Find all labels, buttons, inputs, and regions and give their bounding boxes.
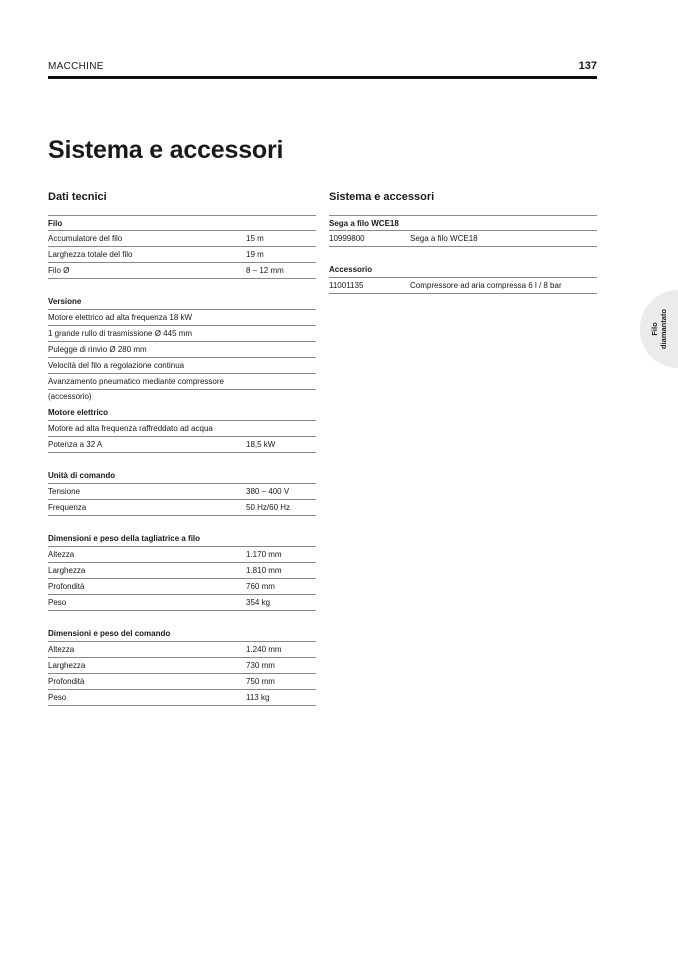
row-label: Pulegge di rinvio Ø 280 mm bbox=[48, 345, 147, 354]
row-label: Larghezza totale del filo bbox=[48, 250, 133, 259]
table-row bbox=[48, 310, 316, 326]
row-value: 1.810 mm bbox=[246, 566, 282, 575]
technical-data-column bbox=[48, 191, 316, 721]
row-label: Frequenza bbox=[48, 503, 87, 512]
table-row bbox=[48, 358, 316, 374]
table-row bbox=[48, 484, 316, 500]
table-row bbox=[48, 500, 316, 516]
row-value: 15 m bbox=[246, 234, 264, 243]
table-row bbox=[48, 674, 316, 690]
row-value: 354 kg bbox=[246, 598, 271, 607]
spec-section bbox=[48, 531, 316, 611]
row-label: Peso bbox=[48, 598, 67, 607]
spec-section bbox=[48, 294, 316, 401]
table-row bbox=[48, 231, 316, 247]
row-label: Filo Ø bbox=[48, 266, 70, 275]
table-row bbox=[48, 326, 316, 342]
section-title: Versione bbox=[48, 294, 316, 310]
row-label: Motore elettrico ad alta frequenza 18 kW bbox=[48, 313, 193, 322]
table-row bbox=[48, 342, 316, 358]
row-value: 19 m bbox=[246, 250, 264, 259]
accessories-column bbox=[329, 191, 597, 309]
table-row bbox=[48, 421, 316, 437]
section-title: Motore elettrico bbox=[48, 405, 316, 421]
row-label: 11001135 bbox=[329, 281, 364, 290]
table-row bbox=[48, 247, 316, 263]
row-value: 730 mm bbox=[246, 661, 275, 670]
side-tab-line2: diamantato bbox=[659, 308, 668, 350]
table-row bbox=[48, 579, 316, 595]
row-value: 8 – 12 mm bbox=[246, 266, 284, 275]
section-title: Accessorio bbox=[329, 262, 597, 278]
row-value: Sega a filo WCE18 bbox=[410, 234, 478, 243]
row-label: Motore ad alta frequenza raffreddato ad acqua bbox=[48, 424, 213, 433]
table-row bbox=[48, 563, 316, 579]
table-row bbox=[48, 690, 316, 706]
spec-section bbox=[329, 262, 597, 294]
page-number: 137 bbox=[578, 60, 597, 72]
row-value: Compressore ad aria compressa 6 l / 8 bar bbox=[410, 281, 562, 290]
accessories-heading: Sistema e accessori bbox=[329, 191, 435, 203]
section-title: Dimensioni e peso della tagliatrice a filo bbox=[48, 531, 316, 547]
row-label: Tensione bbox=[48, 487, 81, 496]
side-tab-line1: Filo bbox=[650, 322, 659, 336]
table-row bbox=[329, 231, 597, 247]
row-label: Larghezza bbox=[48, 661, 86, 670]
table-row bbox=[48, 374, 316, 401]
table-row bbox=[329, 278, 597, 294]
spec-section bbox=[48, 215, 316, 279]
section-title: Filo bbox=[48, 215, 316, 231]
table-row bbox=[48, 547, 316, 563]
table-row bbox=[48, 595, 316, 611]
header-rule bbox=[48, 76, 597, 79]
spec-section bbox=[48, 626, 316, 706]
table-row bbox=[48, 263, 316, 279]
table-row bbox=[48, 437, 316, 453]
row-label: 1 grande rullo di trasmissione Ø 445 mm bbox=[48, 329, 193, 338]
row-label: Accumulatore del filo bbox=[48, 234, 123, 243]
row-value: 50 Hz/60 Hz bbox=[246, 503, 291, 512]
row-label: 10999800 bbox=[329, 234, 365, 243]
spec-section bbox=[48, 468, 316, 516]
side-tab-label bbox=[650, 309, 668, 349]
row-value: 113 kg bbox=[246, 693, 270, 702]
row-label: Potenza a 32 A bbox=[48, 440, 103, 449]
row-value: 18,5 kW bbox=[246, 440, 276, 449]
row-label: Velocità del filo a regolazione continua bbox=[48, 361, 185, 370]
row-value: 380 – 400 V bbox=[246, 487, 290, 496]
row-label: Profondità bbox=[48, 582, 85, 591]
spec-section bbox=[48, 405, 316, 453]
table-row bbox=[48, 642, 316, 658]
spec-section bbox=[329, 215, 597, 247]
page-title: Sistema e accessori bbox=[48, 136, 284, 164]
row-label: Avanzamento pneumatico mediante compressore (accessorio) bbox=[48, 377, 224, 401]
section-title: Sega a filo WCE18 bbox=[329, 215, 597, 231]
row-value: 1.240 mm bbox=[246, 645, 282, 654]
row-label: Altezza bbox=[48, 645, 75, 654]
row-value: 1.170 mm bbox=[246, 550, 282, 559]
section-title: Unità di comando bbox=[48, 468, 316, 484]
section-title: Dimensioni e peso del comando bbox=[48, 626, 316, 642]
row-label: Peso bbox=[48, 693, 67, 702]
row-value: 750 mm bbox=[246, 677, 275, 686]
row-label: Profondità bbox=[48, 677, 85, 686]
running-header-section: MACCHINE bbox=[48, 61, 104, 72]
row-label: Larghezza bbox=[48, 566, 86, 575]
table-row bbox=[48, 658, 316, 674]
row-label: Altezza bbox=[48, 550, 75, 559]
side-tab bbox=[640, 290, 678, 368]
technical-data-heading: Dati tecnici bbox=[48, 191, 107, 203]
row-value: 760 mm bbox=[246, 582, 275, 591]
